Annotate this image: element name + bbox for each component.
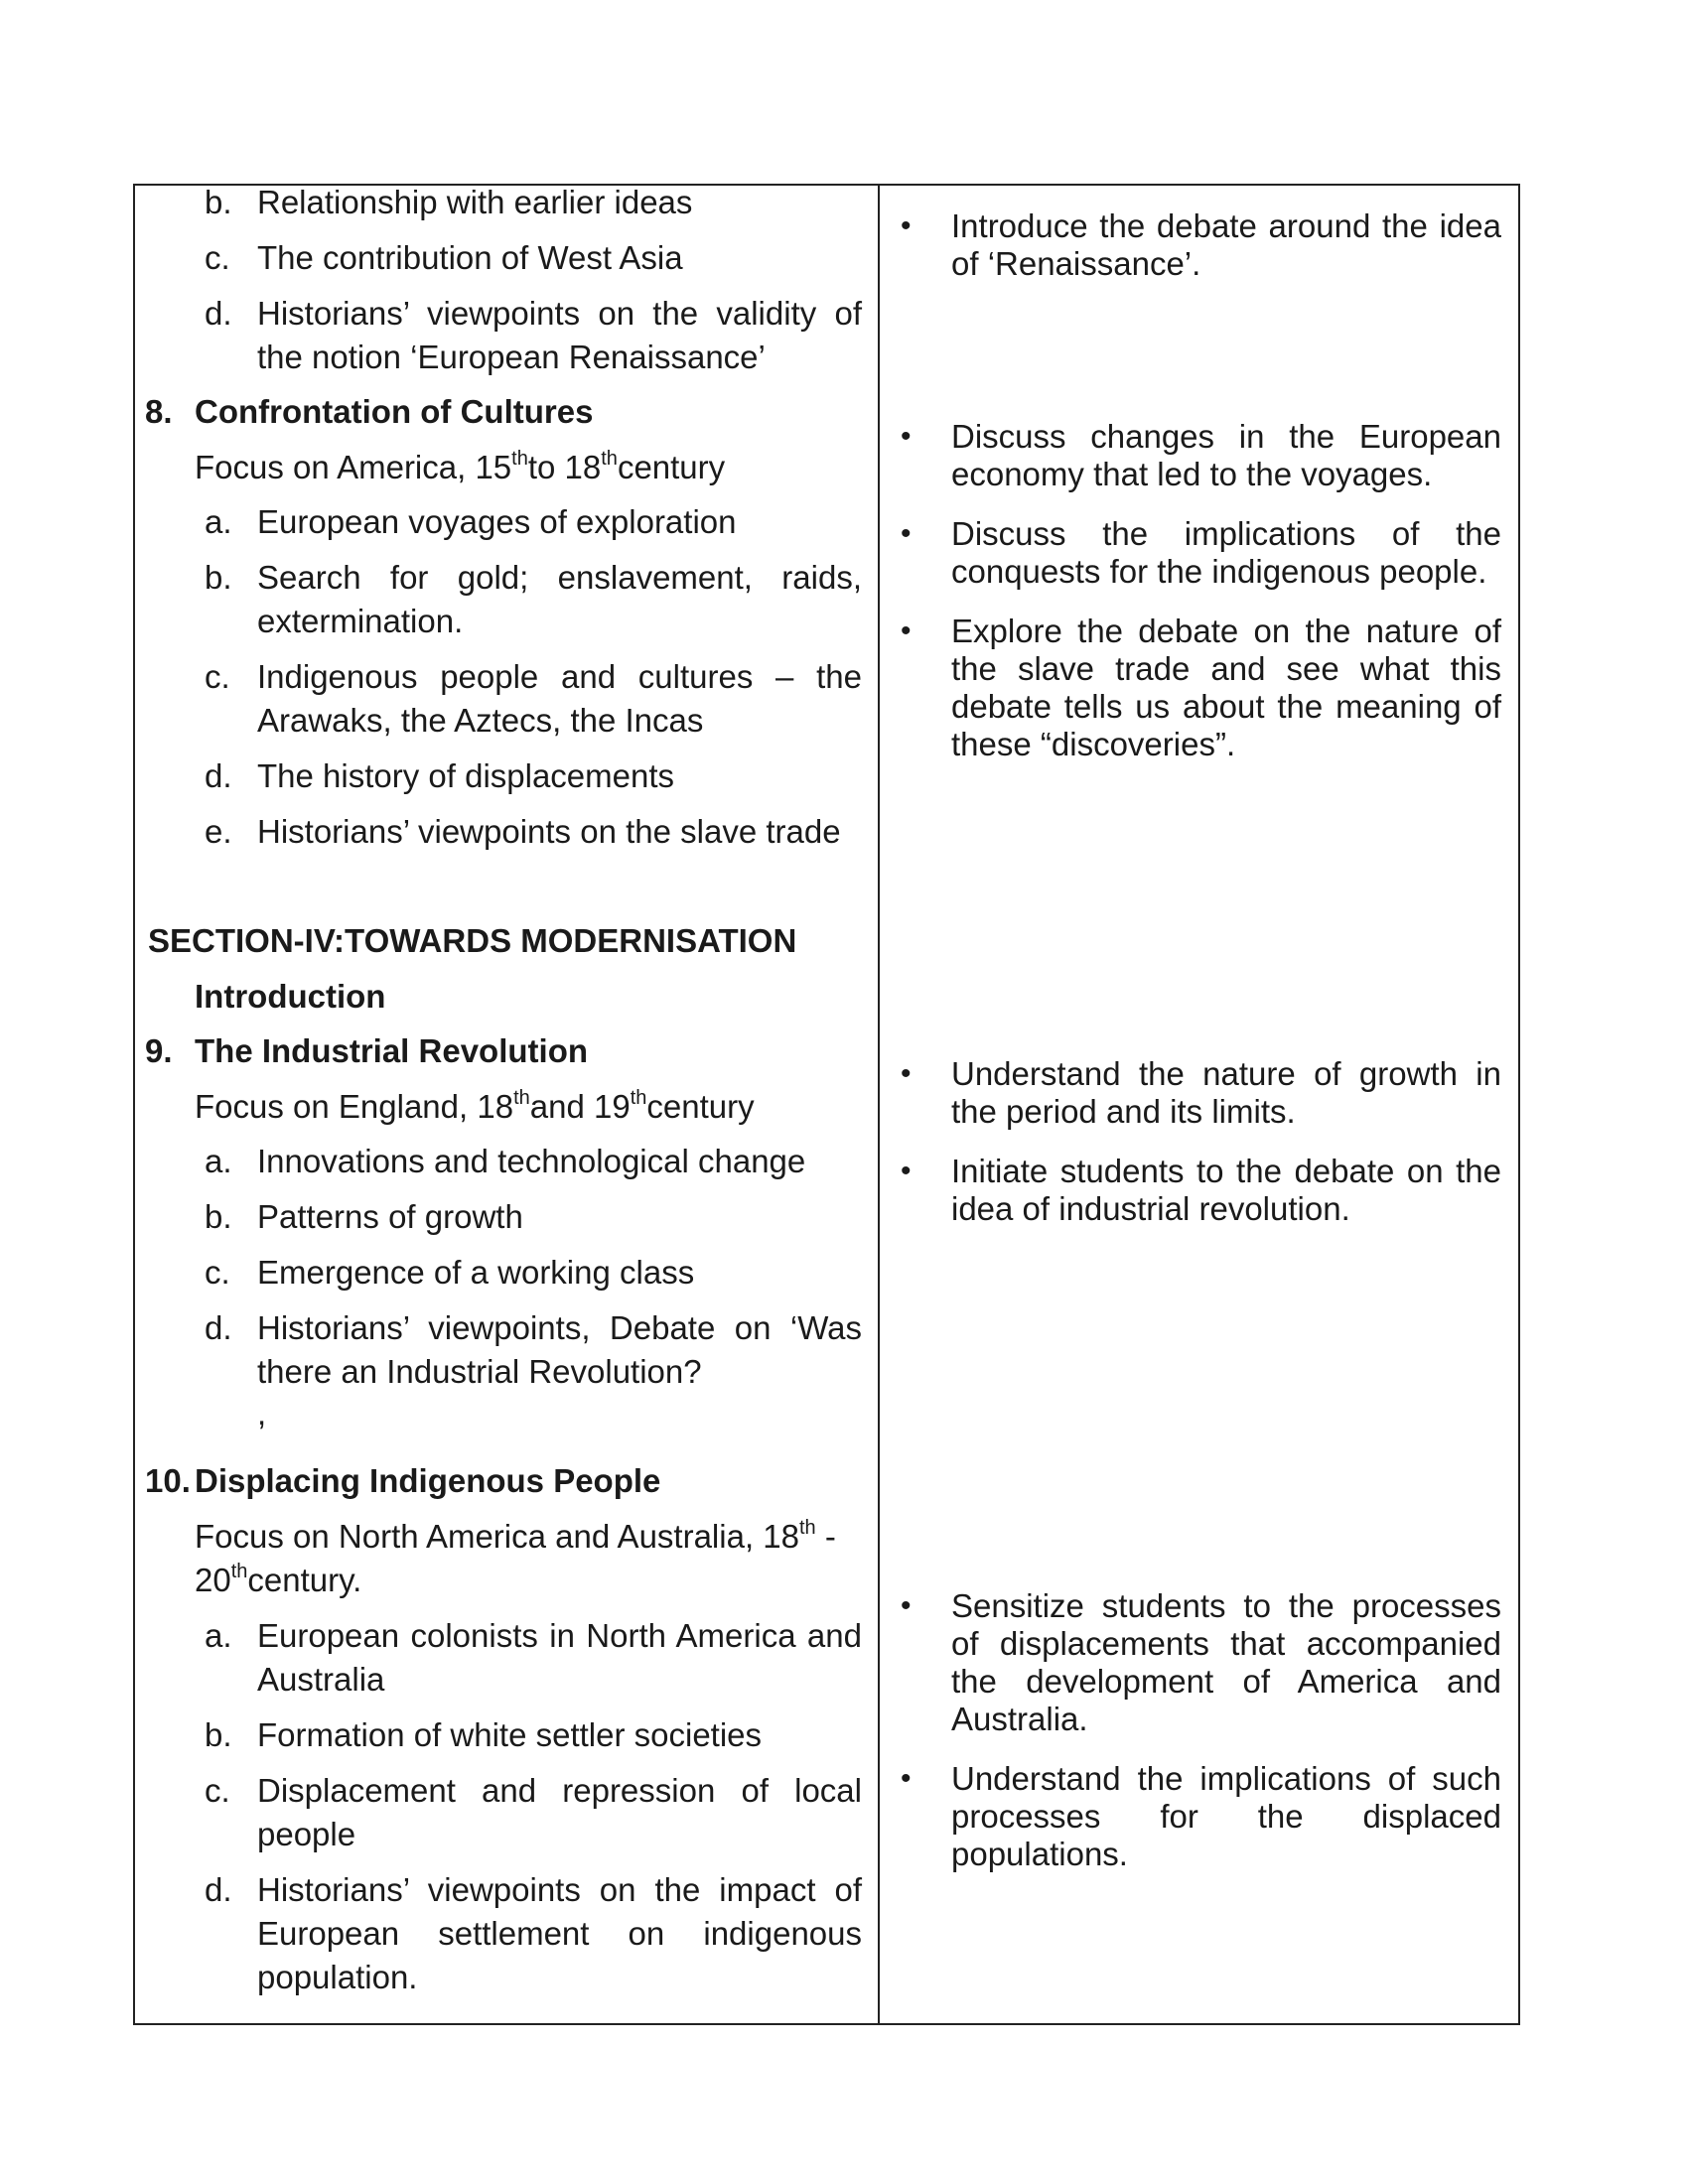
- item-letter: c.: [205, 658, 230, 695]
- bullet-text: Australia.: [951, 1701, 1088, 1737]
- bullet-icon: •: [901, 517, 912, 550]
- item-text: Australia: [257, 1661, 385, 1698]
- item-text: Relationship with earlier ideas: [257, 184, 693, 220]
- item-letter: b.: [205, 1716, 232, 1753]
- unit-number: 10.: [145, 1462, 191, 1499]
- bullet-text: Sensitize students to the processes: [951, 1587, 1501, 1624]
- item-text: Formation of white settler societies: [257, 1716, 763, 1753]
- unit-title: Displacing Indigenous People: [195, 1462, 661, 1499]
- item-text: extermination.: [257, 603, 464, 639]
- bullet-text: Introduce the debate around the idea: [951, 207, 1501, 244]
- bullet-text: processes for the displaced: [951, 1798, 1501, 1835]
- bullet-icon: •: [901, 209, 912, 242]
- unit-focus: Focus on England, 18thand 19thcentury: [195, 1087, 755, 1125]
- item-letter: c.: [205, 239, 230, 276]
- bullet-text: the slave trade and see what this: [951, 650, 1501, 687]
- item-text: The contribution of West Asia: [257, 239, 683, 276]
- column-divider: [878, 186, 880, 2023]
- item-text: the notion ‘European Renaissance’: [257, 339, 766, 375]
- item-text: European settlement on indigenous: [257, 1915, 862, 1952]
- bullet-text: debate tells us about the meaning of: [951, 688, 1501, 725]
- bullet-text: economy that led to the voyages.: [951, 456, 1433, 492]
- item-text: Displacement and repression of local: [257, 1772, 862, 1809]
- bullet-text: Discuss changes in the European: [951, 418, 1501, 455]
- item-text: Innovations and technological change: [257, 1143, 806, 1179]
- item-text: Indigenous people and cultures – the: [257, 658, 862, 695]
- unit-focus: Focus on North America and Australia, 18th -: [195, 1517, 836, 1555]
- item-letter: d.: [205, 295, 232, 332]
- item-text: Historians’ viewpoints on the validity of: [257, 295, 862, 332]
- item-letter: d.: [205, 1871, 232, 1908]
- unit-title: The Industrial Revolution: [195, 1032, 589, 1069]
- item-text: Patterns of growth: [257, 1198, 523, 1235]
- bullet-text: the period and its limits.: [951, 1093, 1296, 1130]
- bullet-text: populations.: [951, 1836, 1128, 1872]
- item-text: ,: [257, 1395, 267, 1432]
- bullet-icon: •: [901, 1762, 912, 1795]
- bullet-text: idea of industrial revolution.: [951, 1190, 1350, 1227]
- bullet-text: the development of America and: [951, 1663, 1501, 1700]
- bullet-text: Understand the nature of growth in: [951, 1055, 1501, 1092]
- unit-title: Confrontation of Cultures: [195, 393, 594, 430]
- item-letter: b.: [205, 1198, 232, 1235]
- item-letter: b.: [205, 559, 232, 596]
- bullet-text: Understand the implications of such: [951, 1760, 1501, 1797]
- unit-focus: Focus on America, 15thto 18thcentury: [195, 448, 726, 485]
- item-text: Search for gold; enslavement, raids,: [257, 559, 862, 596]
- item-letter: a.: [205, 1143, 232, 1179]
- bullet-text: of displacements that accompanied: [951, 1625, 1501, 1662]
- bullet-text: these “discoveries”.: [951, 726, 1236, 762]
- bullet-icon: •: [901, 1057, 912, 1090]
- item-text: population.: [257, 1959, 418, 1995]
- item-letter: c.: [205, 1254, 230, 1291]
- item-text: Historians’ viewpoints on the impact of: [257, 1871, 862, 1908]
- item-text: European voyages of exploration: [257, 503, 737, 540]
- bullet-icon: •: [901, 1589, 912, 1622]
- item-text: Arawaks, the Aztecs, the Incas: [257, 702, 704, 739]
- item-letter: d.: [205, 757, 232, 794]
- item-text: The history of displacements: [257, 757, 675, 794]
- unit-focus: 20thcentury.: [195, 1561, 362, 1598]
- item-text: people: [257, 1816, 356, 1852]
- bullet-icon: •: [901, 1155, 912, 1187]
- item-letter: a.: [205, 503, 232, 540]
- bullet-icon: •: [901, 614, 912, 647]
- section-intro: Introduction: [195, 978, 386, 1015]
- bullet-text: Discuss the implications of the: [951, 515, 1501, 552]
- item-text: Historians’ viewpoints on the slave trade: [257, 813, 841, 850]
- section-heading: SECTION-IV:TOWARDS MODERNISATION: [148, 922, 797, 959]
- item-letter: c.: [205, 1772, 230, 1809]
- item-letter: e.: [205, 813, 232, 850]
- item-letter: a.: [205, 1617, 232, 1654]
- unit-number: 8.: [145, 393, 173, 430]
- item-letter: b.: [205, 184, 232, 220]
- bullet-text: conquests for the indigenous people.: [951, 553, 1487, 590]
- item-text: Historians’ viewpoints, Debate on ‘Was: [257, 1309, 862, 1346]
- bullet-text: Explore the debate on the nature of: [951, 613, 1501, 649]
- unit-number: 9.: [145, 1032, 173, 1069]
- bullet-text: of ‘Renaissance’.: [951, 245, 1201, 282]
- item-text: European colonists in North America and: [257, 1617, 862, 1654]
- item-text: there an Industrial Revolution?: [257, 1353, 702, 1390]
- bullet-icon: •: [901, 420, 912, 453]
- item-letter: d.: [205, 1309, 232, 1346]
- bullet-text: Initiate students to the debate on the: [951, 1153, 1501, 1189]
- item-text: Emergence of a working class: [257, 1254, 695, 1291]
